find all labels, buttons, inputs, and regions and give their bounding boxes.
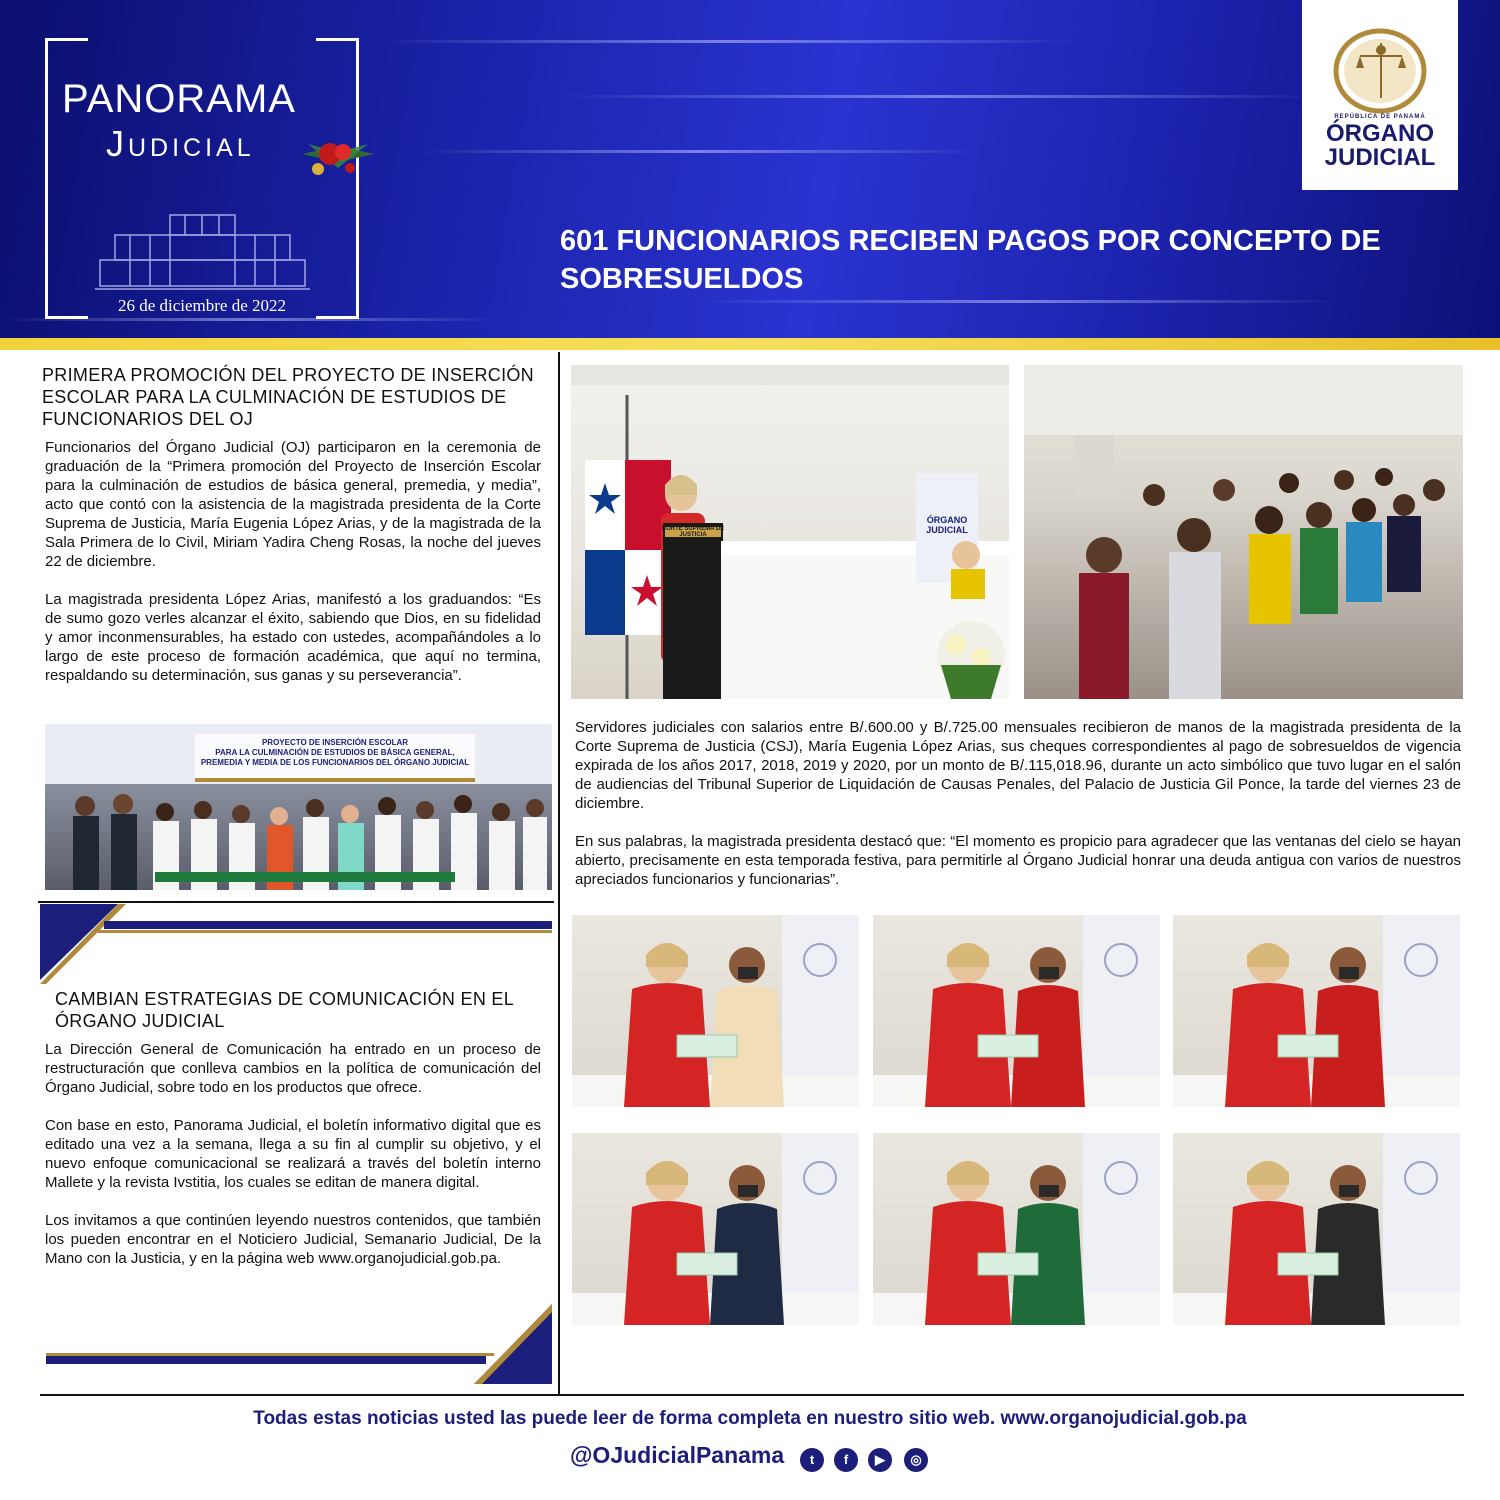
article2-body (45, 1040, 541, 1287)
speech-banner-text: ÓRGANO JUDICIAL (926, 515, 968, 535)
article1-paragraph-1: Funcionarios del Órgano Judicial (OJ) participaron en la ceremonia de graduación de la “Primera promoción del Proyecto de Inserción Escolar para la culminación de estudios de básica general, premedia, y media”, acto que contó con la asistencia de la magistrada presidenta de la Corte Suprema de Justicia, María Eugenia López Arias, y de la magistrada de la Sala Primera de lo Civil, Miriam Yadira Cheng Rosas, la noche del jueves 22 de diciembre. (45, 439, 541, 570)
check-handover-photo (572, 915, 859, 1107)
lead-article-body (575, 718, 1461, 908)
graduates-figures (45, 764, 552, 890)
youtube-icon[interactable]: ▶ (868, 1448, 892, 1472)
check-handover-scene (873, 1133, 1160, 1325)
twitter-icon[interactable]: t (800, 1448, 824, 1472)
instagram-icon[interactable]: ◎ (904, 1448, 928, 1472)
check-handover-photo (873, 1133, 1160, 1325)
check-handover-scene (1173, 1133, 1460, 1325)
check-handover-photo (1173, 1133, 1460, 1325)
justice-seal-icon (1330, 28, 1430, 114)
article2-paragraph-3: Los invitamos a que continúen leyendo nuestros contenidos, que también los pueden encontrar en el Noticiero Judicial, Semanario Judicial, De la Mano con la Justicia, y en la página web www.organojudicial.gob.pa. (45, 1212, 541, 1267)
logo-country-text: REPÚBLICA DE PANAMÁ (1334, 114, 1426, 120)
brand-subtitle: Judicial (106, 123, 255, 164)
article2-paragraph-2: Con base en esto, Panorama Judicial, el boletín informativo digital que es editado una vez a la semana, llega a su fin al cumplir su objetivo, y el nuevo enfoque comunicacional se realizará a través del boletín interno Mallete y la revista Ivstitia, los cuales se editan de manera digital. (45, 1117, 541, 1191)
check-handover-scene (1173, 915, 1460, 1107)
banner-line-3: PREMEDIA Y MEDIA DE LOS FUNCIONARIOS DEL ÓRGANO JUDICIAL (200, 758, 470, 767)
palace-illustration-icon (95, 205, 310, 290)
footer-rule (40, 1394, 1464, 1396)
gold-divider (0, 338, 1500, 350)
banner-line-1: PROYECTO DE INSERCIÓN ESCOLAR (261, 738, 409, 747)
lead-paragraph-1: Servidores judiciales con salarios entre B/.600.00 y B/.725.00 mensuales recibieron de manos de la magistrada presidenta de la Corte Suprema de Justicia (CSJ), María Eugenia López Arias, sus cheques correspondientes al pago de sobresueldos de vigencia expirada de los años 2017, 2018, 2019 y 2020, por un monto de B/.115,018.96, durante un acto simbólico que tuvo lugar en el salón de audiencias del Tribunal Superior de Liquidación de Causas Penales, del Palacio de Justicia Gil Ponce, la tarde del viernes 23 de diciembre. (575, 719, 1461, 812)
christmas-ornament-icon (298, 124, 378, 184)
logo-line-1: ÓRGANO (1326, 120, 1434, 147)
logo-line-2: JUDICIAL (1324, 144, 1436, 171)
check-handover-photo (873, 915, 1160, 1107)
audience-scene (1024, 365, 1463, 699)
lead-paragraph-2: En sus palabras, la magistrada presidenta destacó que: “El momento es propicio para agradecer que las ventanas del cielo se hayan abierto, precisamente en esta temporada festiva, para permitirle al Órgano Judicial honrar una deuda antigua con varios de nuestros apreciados funcionarios y funcionarias”. (575, 833, 1461, 888)
column-divider (558, 352, 560, 1396)
graduation-group-photo (45, 724, 552, 890)
article1-body (45, 438, 541, 704)
podium-sign: CORTE SUPREMA DE JUSTICIA (661, 526, 725, 538)
check-handover-scene (572, 915, 859, 1107)
article2-top-ornament (38, 900, 554, 984)
masthead (0, 0, 1500, 338)
article2-title: CAMBIAN ESTRATEGIAS DE COMUNICACIÓN EN EL ÓRGANO JUDICIAL (55, 989, 514, 1031)
logo-wordmark (1302, 122, 1458, 170)
footer-note: Todas estas noticias usted las puede leer de forma completa en nuestro sitio web. www.organojudicial.gob.pa (253, 1408, 1247, 1429)
check-handover-photo (572, 1133, 859, 1325)
audience-photo (1024, 365, 1463, 699)
article1-paragraph-2: La magistrada presidenta López Arias, manifestó a los graduandos: “Es de sumo gozo verles alcanzar el éxito, sabiendo que Dios, en su fidelidad y amor inconmensurables, ha estado con ustedes, acompañándoles a lo largo de este proceso de formación académica, que aquí no termina, respaldando su determinación, sus ganas y su perseverancia”. (45, 591, 541, 684)
check-handover-scene (572, 1133, 859, 1325)
article1-title: PRIMERA PROMOCIÓN DEL PROYECTO DE INSERCIÓN ESCOLAR PARA LA CULMINACIÓN DE ESTUDIOS DE FUNCIONARIOS DEL OJ (42, 365, 534, 429)
check-handover-scene (873, 915, 1160, 1107)
organo-judicial-logo (1302, 0, 1458, 190)
speech-photo (571, 365, 1009, 699)
issue-date: 26 de diciembre de 2022 (117, 296, 287, 315)
brand-title: PANORAMA (62, 77, 296, 121)
social-handle[interactable]: @OJudicialPanama (570, 1442, 785, 1468)
article2-paragraph-1: La Dirección General de Comunicación ha entrado en un proceso de restructuración que conlleva cambios en la política de comunicación del Órgano Judicial, sobre todo en los productos que ofrece. (45, 1041, 541, 1096)
facebook-icon[interactable]: f (834, 1448, 858, 1472)
lead-headline: 601 FUNCIONARIOS RECIBEN PAGOS POR CONCEPTO DE SOBRESUELDOS (560, 225, 1381, 295)
check-handover-photo (1173, 915, 1460, 1107)
article2-bottom-ornament (44, 1304, 554, 1388)
banner-line-2: PARA LA CULMINACIÓN DE ESTUDIOS DE BÁSICA GENERAL, (215, 748, 455, 757)
